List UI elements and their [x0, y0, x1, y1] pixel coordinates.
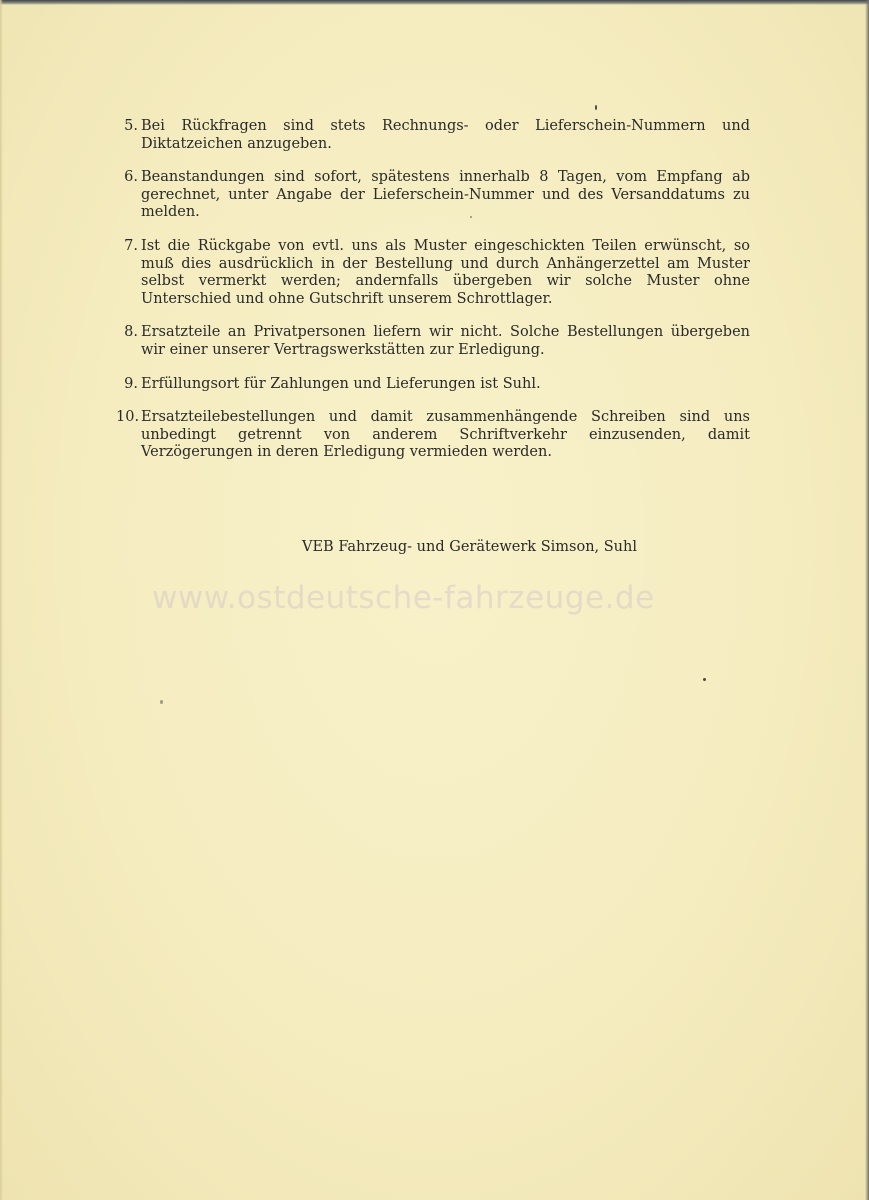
condition-text: Beanstandungen sind sofort, spätestens innerhalb 8 Tagen, vom Empfang ab gerechnet, unter Angabe der Lieferschein-Nummer und des Versanddatums zu melden. [141, 169, 750, 221]
company-signature: VEB Fahrzeug- und Gerätewerk Simson, Suhl [302, 539, 637, 555]
condition-text: Bei Rückfragen sind stets Rechnungs- oder Lieferschein-Nummern und Diktatzeichen anzugeben. [141, 118, 750, 152]
paper-speck [703, 678, 706, 681]
condition-number: 5. [124, 118, 138, 134]
condition-text: Ersatzteilebestellungen und damit zusammenhängende Schreiben sind uns unbedingt getrennt von anderem Schriftverkehr einzusenden, damit Verzögerungen in deren Erledigung vermieden werden. [141, 409, 750, 461]
conditions-list [116, 118, 750, 478]
scan-border-top [0, 0, 869, 5]
condition-text: Erfüllungsort für Zahlungen und Lieferungen ist Suhl. [141, 375, 541, 392]
website-watermark: www.ostdeutsche-fahrzeuge.de [152, 580, 655, 616]
condition-text: Ersatzteile an Privatpersonen liefern wir nicht. Solche Bestellungen übergeben wir einer unserer Vertragswerkstätten zur Erledigung. [141, 324, 750, 358]
condition-text: Ist die Rückgabe von evtl. uns als Muster eingeschickten Teilen erwünscht, so muß dies ausdrücklich in der Bestellung und durch Anhängerzettel am Muster selbst vermerkt werden; andernfalls übergeben wir solche Muster ohne Unterschied und ohne Gutschrift unserem Schrottlager. [141, 237, 750, 307]
condition-item-6 [116, 169, 750, 222]
scan-border-left [0, 0, 3, 1200]
paper-speck [595, 105, 597, 110]
condition-number: 9. [124, 375, 138, 392]
scan-border-right [865, 0, 869, 1200]
condition-number: 8. [124, 324, 138, 341]
condition-item-5 [116, 118, 750, 153]
condition-item-10 [116, 409, 750, 462]
paper-speck [160, 700, 163, 704]
condition-item-7 [116, 238, 750, 308]
condition-item-8 [116, 324, 750, 359]
condition-number: 10. [116, 409, 140, 426]
condition-number: 7. [124, 237, 138, 254]
condition-number: 6. [124, 169, 138, 186]
paper-speck [470, 216, 472, 218]
condition-item-9 [116, 376, 750, 394]
